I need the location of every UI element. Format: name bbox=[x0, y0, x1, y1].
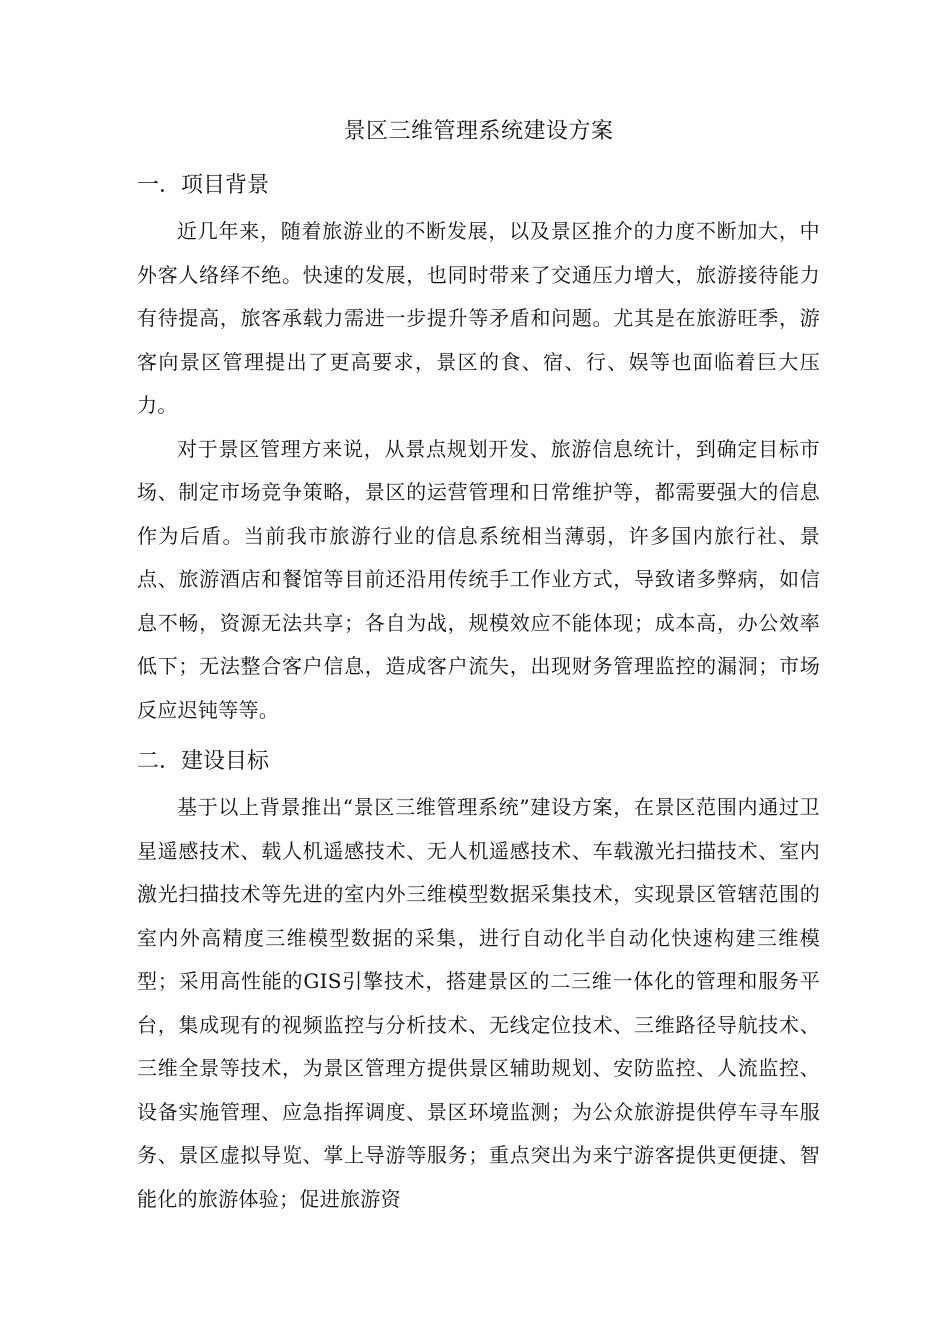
paragraph: 基于以上背景推出“景区三维管理系统”建设方案，在景区范围内通过卫星遥感技术、载人机遥感技术、无人机遥感技术、车载激光扫描技术、室内激光扫描技术等先进的室内外三维模型数据采集技术，实现景区管辖范围的室内外高精度三维模型数据的采集，进行自动化半自动化快速构建三维模型；采用高性能的GIS引擎技术，搭建景区的二三维一体化的管理和服务平台，集成现有的视频监控与分析技术、无线定位技术、三维路径导航技术、三维全景等技术，为景区管理方提供景区辅助规划、安防监控、人流监控、设备实施管理、应急指挥调度、景区环境监测；为公众旅游提供停车寻车服务、景区虚拟导览、掌上导游等服务；重点突出为来宁游客提供更便捷、智能化的旅游体验；促进旅游资 bbox=[137, 795, 820, 1211]
paragraph: 近几年来，随着旅游业的不断发展，以及景区推介的力度不断加大，中外客人络绎不绝。快速的发展，也同时带来了交通压力增大，旅游接待能力有待提高，旅客承载力需进一步提升等矛盾和问题。尤其是在旅游旺季，游客向景区管理提出了更高要求，景区的食、宿、行、娱等也面临着巨大压力。 bbox=[137, 219, 820, 417]
section-heading: 二．建设目标 bbox=[137, 749, 270, 774]
document-title: 景区三维管理系统建设方案 bbox=[343, 119, 614, 144]
section-heading: 一．项目背景 bbox=[137, 173, 270, 198]
section-construction-goals bbox=[137, 742, 820, 1221]
document-page bbox=[137, 110, 820, 1221]
paragraph: 对于景区管理方来说，从景点规划开发、旅游信息统计，到确定目标市场、制定市场竞争策略，景区的运营管理和日常维护等，都需要强大的信息作为后盾。当前我市旅游行业的信息系统相当薄弱，许多国内旅行社、景点、旅游酒店和餐馆等目前还沿用传统手工作业方式，导致诸多弊病，如信息不畅，资源无法共享；各自为战，规模效应不能体现；成本高，办公效率低下；无法整合客户信息，造成客户流失，出现财务管理监控的漏洞；市场反应迟钝等等。 bbox=[137, 436, 820, 722]
section-project-background bbox=[137, 166, 820, 732]
